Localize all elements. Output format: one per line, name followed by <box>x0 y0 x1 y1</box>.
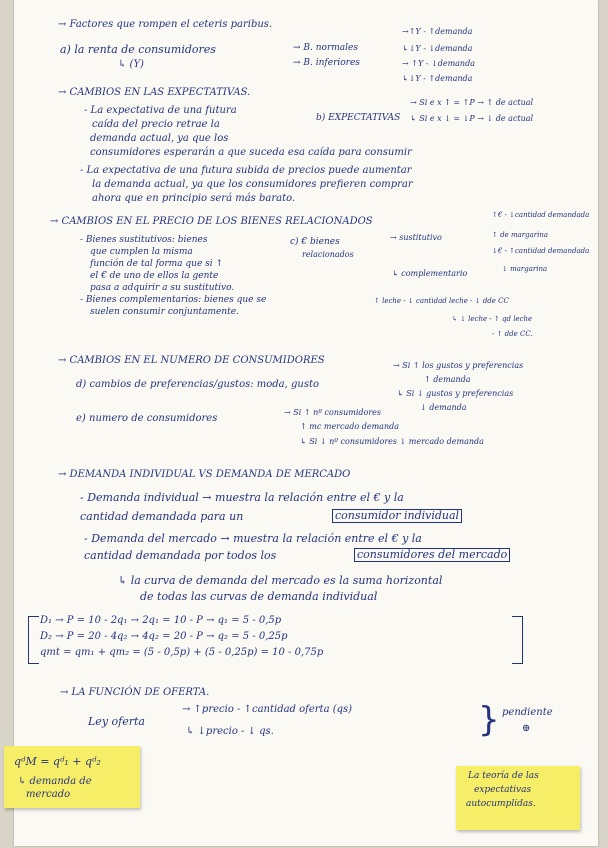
gustos-rule-2: ↳ Si ↓ gustos y preferencias <box>397 389 514 398</box>
sticky-right-line-2: expectativas <box>474 785 532 795</box>
equation-d2: D₂ → P = 20 - 4q₂ → 4q₂ = 20 - P → q₂ = 5 - 0,25p <box>40 631 288 642</box>
section-title-funcion-oferta: → LA FUNCIÓN DE OFERTA. <box>60 687 210 698</box>
expectativa-caida-line-4: consumidores esperarán a que suceda esa caída para consumir <box>90 147 412 158</box>
complementario-label: ↳ complementario <box>392 269 468 278</box>
expectativa-subida-line-2: la demanda actual, ya que los consumidores prefieren comprar <box>92 179 413 190</box>
sustitutivos-line-3: función de tal forma que si ↑ <box>90 259 224 269</box>
sustitutivo-label: → sustitutivo <box>390 233 442 242</box>
gustos-rule-1b: ↑ demanda <box>424 375 471 384</box>
sustitutivos-line-1: - Bienes sustitutivos: bienes <box>80 235 208 245</box>
oferta-rule-2: ↳ ↓precio - ↓ qs. <box>186 726 274 737</box>
equation-d1: D₁ → P = 10 - 2q₁ → 2q₁ = 10 - P → q₁ = 5 - 0,5p <box>40 615 282 626</box>
item-a-label: a) la renta de consumidores <box>60 43 216 56</box>
inferiores-rule-1: → ↑Y - ↓demanda <box>402 59 475 68</box>
gustos-rule-2b: ↓ demanda <box>420 403 467 412</box>
pendiente-positiva: ⊕ <box>522 723 531 734</box>
expectativa-rule-1: → Si e x ↑ = ↑P → ↑ de actual <box>410 98 534 107</box>
expectativa-caida-line-2: caída del precio retrae la <box>92 119 220 130</box>
bienes-inferiores: → B. inferiores <box>293 58 360 68</box>
item-c-label: c) € bienes <box>290 237 340 247</box>
consumidores-rule-1: → Si ↑ nº consumidores <box>284 408 381 417</box>
demanda-individual-line-1: - Demanda individual → muestra la relación entre el € y la <box>80 491 404 504</box>
sustitutivos-line-2: que cumplen la misma <box>90 247 193 257</box>
expectativa-caida-line-1: - La expectativa de una futura <box>84 105 237 116</box>
section-title-demanda-individual-mercado: → DEMANDA INDIVIDUAL VS DEMANDA DE MERCADO <box>58 469 351 480</box>
expectativa-subida-line-3: ahora que en principio será más barato. <box>92 193 296 204</box>
item-b-label: b) EXPECTATIVAS <box>316 113 401 123</box>
equation-qmt: qmt = qm₁ + qm₂ = (5 - 0,5p) + (5 - 0,25p) = 10 - 0,75p <box>40 647 324 658</box>
normales-rule-1: →↑Y - ↑demanda <box>402 27 473 36</box>
expectativa-subida-line-1: - La expectativa de una futura subida de precios puede aumentar <box>80 165 412 176</box>
equations-right-bracket <box>512 616 523 664</box>
sustitutivo-rule-1: ↑€ - ↓cantidad demandada <box>492 211 590 219</box>
sustitutivo-rule-4: ↓ margarina <box>502 265 548 273</box>
item-d-label: d) cambios de preferencias/gustos: moda, gusto <box>76 379 320 390</box>
section-title-bienes-relacionados: → CAMBIOS EN EL PRECIO DE LOS BIENES RELACIONADOS <box>50 216 373 227</box>
oferta-brace: } <box>478 700 500 740</box>
complementario-rule-2: ↳ ↓ leche - ↑ qd leche <box>452 315 533 323</box>
gustos-rule-1: → Si ↑ los gustos y preferencias <box>393 361 524 370</box>
sticky-note-left <box>4 746 140 808</box>
sustitutivo-rule-3: ↓€ - ↑cantidad demandada <box>492 247 590 255</box>
sticky-left-sub-2: mercado <box>26 789 71 800</box>
demanda-individual-line-2: cantidad demandada para un <box>80 510 244 523</box>
sticky-note-right <box>456 766 580 830</box>
item-a-sub: ↳ (Y) <box>118 59 144 70</box>
section-title-expectativas: → CAMBIOS EN LAS EXPECTATIVAS. <box>58 87 251 98</box>
consumidores-mercado-box: consumidores del mercado <box>354 548 510 562</box>
complementario-rule-3: - ↑ dde CC. <box>492 330 533 338</box>
item-e-label: e) numero de consumidores <box>76 413 218 424</box>
demanda-mercado-line-1: - Demanda del mercado → muestra la relación entre el € y la <box>84 532 422 545</box>
expectativa-rule-2: ↳ Si e x ↓ = ↓P → ↓ de actual <box>410 114 534 123</box>
demanda-mercado-line-2: cantidad demandada por todos los <box>84 549 277 562</box>
ley-oferta-label: Ley oferta <box>88 715 145 728</box>
pendiente-label: pendiente <box>502 707 553 718</box>
complementario-rule-1: ↑ leche - ↓ cantidad leche - ↓ dde CC <box>374 297 509 305</box>
sustitutivos-line-4: el € de uno de ellos la gente <box>90 271 219 281</box>
sticky-left-formula: qᵈM = qᵈ₁ + qᵈ₂ <box>14 755 101 768</box>
sustitutivos-line-5: pasa a adquirir a su sustitutivo. <box>90 283 235 293</box>
curva-mercado-line-1: ↳ la curva de demanda del mercado es la suma horizontal <box>118 574 443 587</box>
equations-left-bracket <box>28 616 39 664</box>
complementarios-line-2: suelen consumir conjuntamente. <box>90 307 239 317</box>
section-title-ceteris-paribus: → Factores que rompen el ceteris paribus. <box>58 19 273 30</box>
normales-rule-2: ↳↓Y - ↓demanda <box>402 44 473 53</box>
section-title-numero-consumidores: → CAMBIOS EN EL NUMERO DE CONSUMIDORES <box>58 355 325 366</box>
sticky-right-line-3: autocumplidas. <box>466 799 536 809</box>
sticky-left-sub-1: ↳ demanda de <box>18 776 92 787</box>
consumidor-individual-box: consumidor individual <box>332 509 462 523</box>
consumidores-rule-1b: ↑ mc mercado demanda <box>300 422 399 431</box>
expectativa-caida-line-3: demanda actual, ya que los <box>90 133 229 144</box>
complementarios-line-1: - Bienes complementarios: bienes que se <box>80 295 267 305</box>
oferta-rule-1: → ↑precio - ↑cantidad oferta (qs) <box>182 704 353 715</box>
sustitutivo-rule-2: ↑ de margarina <box>492 231 549 239</box>
bienes-normales: → B. normales <box>293 43 358 53</box>
consumidores-rule-2: ↳ Si ↓ nº consumidores ↓ mercado demanda <box>300 437 484 446</box>
curva-mercado-line-2: de todas las curvas de demanda individual <box>140 590 378 603</box>
inferiores-rule-2: ↳↓Y - ↑demanda <box>402 74 473 83</box>
sticky-right-line-1: La teoría de las <box>468 771 539 781</box>
item-c-sub: relacionados <box>302 250 354 259</box>
